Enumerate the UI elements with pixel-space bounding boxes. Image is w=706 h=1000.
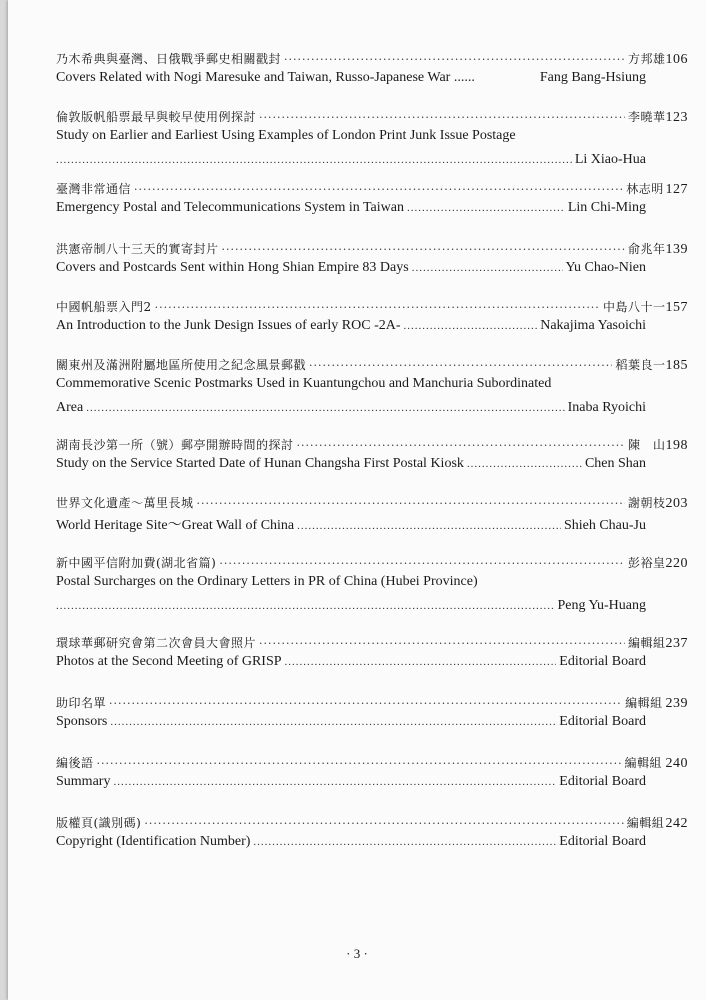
chinese-title: 環球華郵研究會第二次會員大會照片	[56, 636, 257, 650]
page-number: 123	[665, 110, 688, 125]
english-title: Postal Surcharges on the Ordinary Letters in PR of China (Hubei Province)	[56, 574, 478, 589]
dot-leader	[56, 600, 554, 612]
english-author: Inaba Ryoichi	[567, 400, 646, 415]
english-title: Covers and Postcards Sent within Hong Shian Empire 83 Days	[56, 260, 409, 275]
english-title: An Introduction to the Junk Design Issues of early ROC -2A-	[56, 318, 401, 333]
english-author: Yu Chao-Nien	[565, 260, 646, 275]
page-number: 237	[665, 636, 688, 651]
document-page	[8, 0, 706, 1000]
chinese-author: 編輯組	[626, 816, 665, 830]
toc-chinese-line	[56, 436, 688, 456]
english-title: Copyright (Identification Number)	[56, 834, 251, 849]
chinese-author: 編輯組	[624, 756, 663, 770]
toc-english-line	[56, 714, 646, 738]
dot-leader	[259, 111, 625, 124]
toc-chinese-line	[56, 494, 688, 514]
english-author: Nakajima Yasoichi	[540, 318, 646, 333]
english-title: Commemorative Scenic Postmarks Used in Kuantungchou and Manchuria Subordinated	[56, 376, 552, 391]
english-author: Fang Bang-Hsiung	[539, 70, 646, 85]
toc-english-line	[56, 70, 646, 94]
english-author: Shieh Chau-Ju	[563, 518, 646, 533]
english-title: Study on Earlier and Earliest Using Examples of London Print Junk Issue Postage	[56, 128, 516, 143]
chinese-title: 版權頁(識別碼)	[56, 816, 142, 830]
toc-chinese-line	[56, 180, 688, 200]
dot-leader	[309, 359, 612, 372]
toc-entry	[56, 554, 688, 622]
toc-chinese-line	[56, 356, 688, 376]
chinese-author: 俞兆年	[627, 242, 666, 256]
toc-entry	[56, 298, 688, 342]
english-author: Editorial Board	[559, 834, 646, 849]
chinese-title: 新中國平信附加費(湖北省篇)	[56, 556, 217, 570]
english-title: Covers Related with Nogi Maresuke and Taiwan, Russo-Japanese War ......	[56, 70, 475, 85]
toc-chinese-line	[56, 554, 688, 574]
chinese-author: 李曉華	[627, 110, 666, 124]
toc-chinese-line	[56, 298, 688, 318]
dot-leader	[253, 836, 556, 848]
dot-leader	[109, 697, 622, 710]
dot-leader	[222, 243, 625, 256]
toc-english-line	[56, 376, 646, 400]
chinese-title: 關東州及滿洲附屬地區所使用之紀念風景郵戳	[56, 358, 307, 372]
page-number: 242	[665, 816, 688, 831]
toc-english-line	[56, 456, 646, 480]
dot-leader	[467, 458, 582, 470]
english-title: World Heritage Site～Great Wall of China	[56, 518, 295, 533]
page-number: 198	[665, 438, 688, 453]
page-number: 106	[665, 52, 688, 67]
dot-leader	[407, 202, 565, 214]
dot-leader	[219, 557, 625, 570]
dot-leader	[412, 262, 563, 274]
english-author: Peng Yu-Huang	[557, 598, 646, 613]
toc-chinese-line	[56, 754, 688, 774]
dot-leader	[197, 497, 625, 510]
english-title: Summary	[56, 774, 111, 789]
toc-chinese-line	[56, 814, 688, 834]
toc-english-line	[56, 200, 646, 224]
toc-english-line	[56, 318, 646, 342]
toc-english-line-2	[56, 400, 646, 424]
toc-entry	[56, 356, 688, 424]
dot-leader	[97, 757, 622, 770]
chinese-title: 助印名單	[56, 696, 107, 710]
dot-leader	[285, 656, 557, 668]
dot-leader	[144, 817, 623, 830]
toc-english-line	[56, 574, 646, 598]
english-title: Study on the Service Started Date of Hunan Changsha First Postal Kiosk	[56, 456, 464, 471]
page-number: 239	[665, 696, 688, 711]
dot-leader	[259, 637, 625, 650]
toc-entry	[56, 180, 688, 224]
chinese-author: 陳 山	[627, 438, 666, 452]
chinese-author: 稻葉良一	[615, 358, 666, 372]
chinese-author: 方邦雄	[627, 52, 666, 66]
dot-leader	[110, 716, 556, 728]
chinese-title: 倫敦版帆船票最早與較早使用例探討	[56, 110, 257, 124]
toc-english-line	[56, 654, 646, 678]
chinese-title: 洪憲帝制八十三天的實寄封片	[56, 242, 219, 256]
page-number: 157	[665, 300, 688, 315]
english-title: Sponsors	[56, 714, 108, 729]
toc-english-line	[56, 834, 646, 858]
toc-entry	[56, 494, 688, 538]
toc-entry	[56, 240, 688, 284]
chinese-title: 湖南長沙第一所（號）郵亭開辦時間的探討	[56, 438, 294, 452]
dot-leader	[155, 301, 600, 314]
page-number-footer: · 3 ·	[346, 946, 368, 961]
toc-chinese-line	[56, 240, 688, 260]
toc-chinese-line	[56, 108, 688, 128]
english-author: Editorial Board	[559, 774, 646, 789]
toc-entry	[56, 436, 688, 480]
chinese-title: 編後語	[56, 756, 94, 770]
english-title: Photos at the Second Meeting of GRISP	[56, 654, 282, 669]
page-number: 203	[665, 496, 688, 511]
chinese-title: 乃木希典與臺灣、日俄戰爭郵史相關戳封	[56, 52, 282, 66]
toc-entry	[56, 694, 688, 738]
page-number: 139	[665, 242, 688, 257]
toc-english-line	[56, 128, 646, 152]
toc-entry	[56, 634, 688, 678]
chinese-author: 編輯組	[625, 696, 663, 710]
toc-entry	[56, 108, 688, 176]
toc-chinese-line	[56, 634, 688, 654]
dot-leader	[297, 439, 625, 452]
english-title-continued: Area	[56, 400, 84, 415]
english-author: Li Xiao-Hua	[574, 152, 646, 167]
toc-english-line-2	[56, 152, 646, 176]
toc-entry	[56, 754, 688, 798]
dot-leader	[56, 154, 572, 166]
chinese-title: 世界文化遺產～萬里長城	[56, 496, 194, 510]
dot-leader	[297, 520, 561, 532]
dot-leader	[404, 320, 538, 332]
toc-english-line	[56, 774, 646, 798]
english-title: Emergency Postal and Telecommunications System in Taiwan	[56, 200, 404, 215]
chinese-title: 中國帆船票入門2	[56, 300, 152, 314]
toc-chinese-line	[56, 50, 688, 70]
dot-leader	[134, 183, 623, 196]
english-author: Editorial Board	[559, 714, 646, 729]
toc-english-line	[56, 514, 646, 538]
dot-leader	[113, 776, 556, 788]
chinese-author: 林志明	[626, 182, 664, 196]
english-author: Lin Chi-Ming	[567, 200, 646, 215]
toc-english-line-2	[56, 598, 646, 622]
dot-leader	[86, 402, 564, 414]
toc-chinese-line	[56, 694, 688, 714]
page-number: 127	[665, 182, 688, 197]
page-number: 240	[665, 756, 688, 771]
page-number: 185	[665, 358, 688, 373]
dot-leader	[284, 53, 625, 66]
toc-entry	[56, 814, 688, 858]
chinese-author: 彭裕皇	[627, 556, 666, 570]
english-author: Chen Shan	[584, 456, 646, 471]
chinese-author: 編輯組	[627, 636, 666, 650]
chinese-author: 中島八十一	[602, 300, 666, 314]
chinese-title: 臺灣非常通信	[56, 182, 132, 196]
chinese-author: 謝朝枝	[627, 496, 666, 510]
english-author: Editorial Board	[559, 654, 646, 669]
page-number: 220	[665, 556, 688, 571]
toc-english-line	[56, 260, 646, 284]
toc-entry	[56, 50, 688, 94]
